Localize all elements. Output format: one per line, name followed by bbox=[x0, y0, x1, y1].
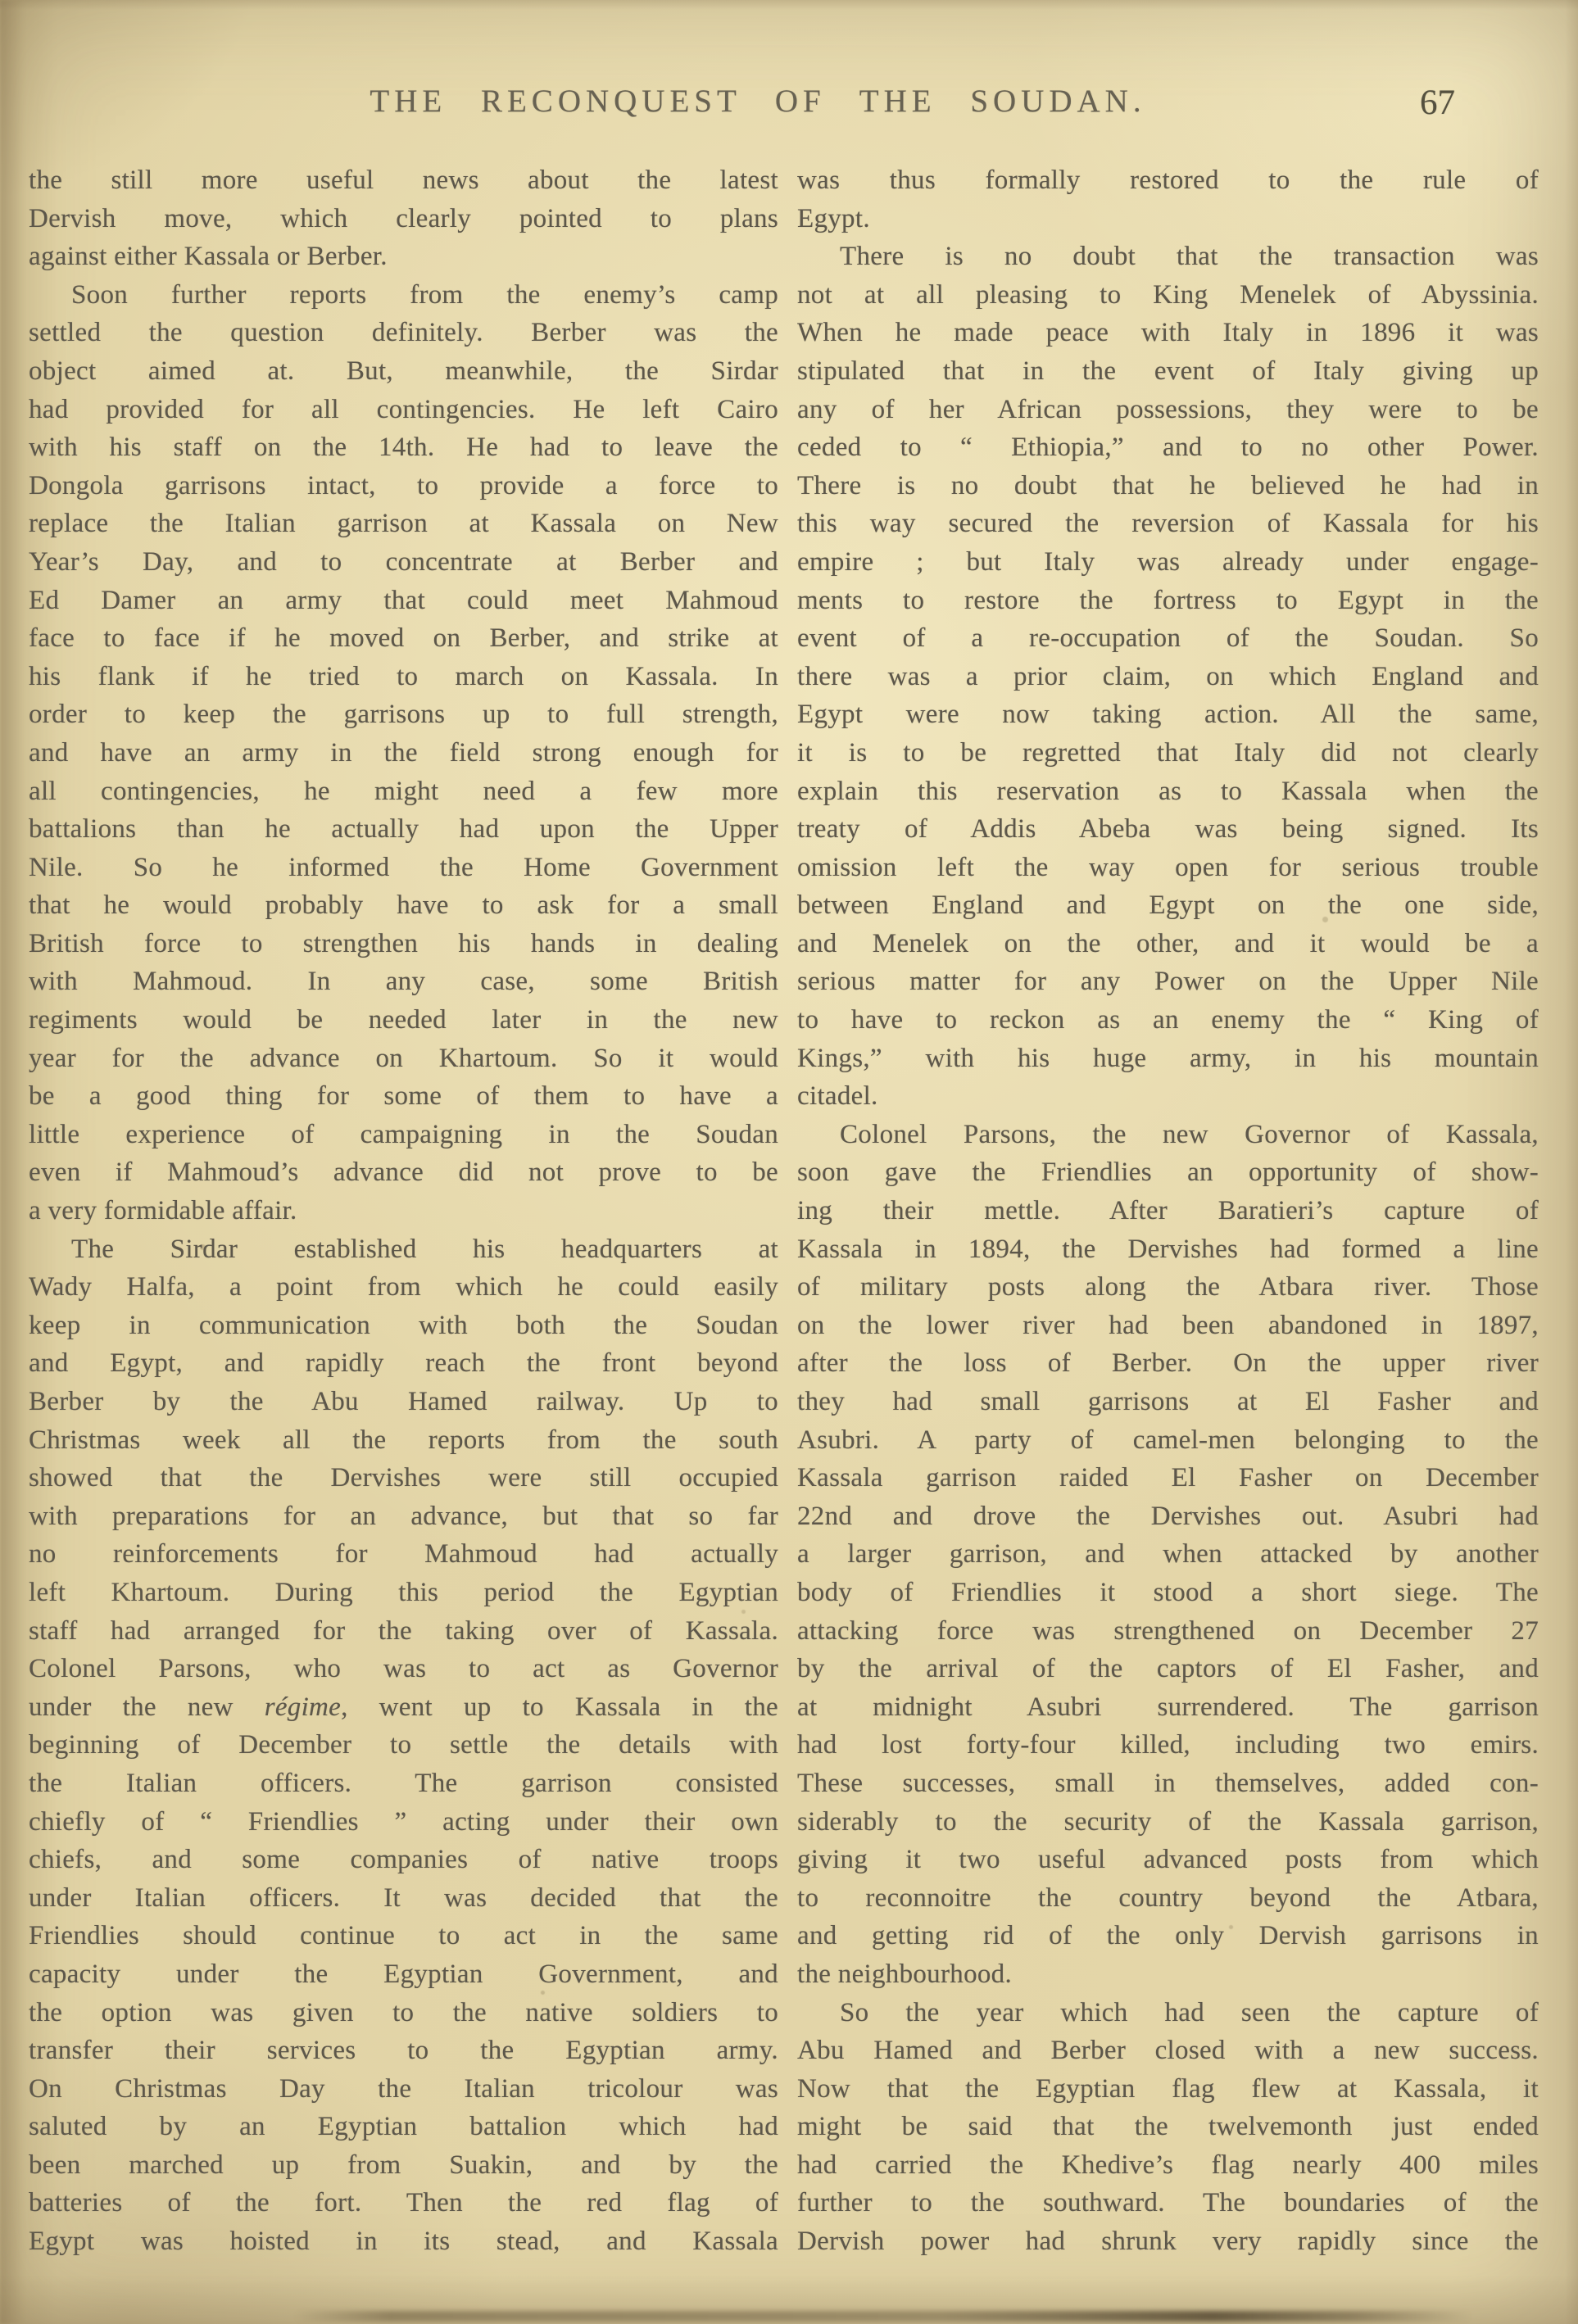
text-line: beginning of December to settle the details with bbox=[29, 1730, 778, 1760]
text-line: that he would probably have to ask for a small bbox=[29, 890, 778, 921]
text-line: this way secured the reversion of Kassala for his bbox=[797, 509, 1539, 539]
text-line: of military posts along the Atbara river. Those bbox=[797, 1272, 1539, 1302]
column-left bbox=[29, 161, 778, 2261]
text-line: Berber by the Abu Hamed railway. Up to bbox=[29, 1387, 778, 1416]
text-line: Colonel Parsons, the new Governor of Kassala, bbox=[840, 1119, 1539, 1149]
text-line: at midnight Asubri surrendered. The garrison bbox=[797, 1692, 1539, 1722]
text-line: treaty of Addis Abeba was being signed. Its bbox=[797, 814, 1539, 845]
text-line: might be said that the twelvemonth just ended bbox=[797, 2112, 1539, 2142]
text-line: battalions than he actually had upon the Upper bbox=[29, 814, 778, 845]
text-line: his flank if he tried to march on Kassala. In bbox=[29, 661, 778, 691]
text-line: on the lower river had been abandoned in 1897, bbox=[797, 1310, 1539, 1340]
text-line: all contingencies, he might need a few more bbox=[29, 776, 778, 806]
text-line: Egypt were now taking action. All the same, bbox=[797, 700, 1539, 730]
text-line: 22nd and drove the Dervishes out. Asubri had bbox=[797, 1501, 1539, 1531]
text-line: omission left the way open for serious trouble bbox=[797, 852, 1539, 882]
page-number: 67 bbox=[1420, 84, 1455, 122]
text-line: Soon further reports from the enemy’s camp bbox=[71, 279, 778, 310]
text-line: Dongola garrisons intact, to provide a force to bbox=[29, 470, 778, 501]
text-line: the neighbourhood. bbox=[797, 1959, 1013, 1989]
right-edge-shadow bbox=[1565, 0, 1578, 2324]
text-line: to reconnoitre the country beyond the Atbara, bbox=[797, 1882, 1539, 1913]
text-line: Wady Halfa, a point from which he could easily bbox=[29, 1272, 778, 1302]
text-line: Egypt. bbox=[797, 203, 870, 233]
text-line: ments to restore the fortress to Egypt in the bbox=[797, 585, 1539, 615]
text-line: had lost forty-four killed, including two emirs. bbox=[797, 1730, 1539, 1760]
text-line: by the arrival of the captors of El Fasher, and bbox=[797, 1654, 1539, 1684]
paragraph bbox=[797, 1116, 1539, 1994]
text-line: British force to strengthen his hands in dealing bbox=[29, 928, 778, 958]
text-line: regiments would be needed later in the new bbox=[29, 1005, 778, 1035]
paragraph bbox=[797, 238, 1539, 1116]
text-line: the option was given to the native soldiers to bbox=[29, 1997, 778, 2027]
text-line: little experience of campaigning in the Soudan bbox=[29, 1119, 778, 1149]
text-line: citadel. bbox=[797, 1081, 878, 1112]
text-line: order to keep the garrisons up to full strength, bbox=[29, 700, 778, 730]
text-line: Year’s Day, and to concentrate at Berber and bbox=[29, 546, 778, 577]
text-line: Christmas week all the reports from the south bbox=[29, 1425, 778, 1455]
text-line: Asubri. A party of camel-men belonging to the bbox=[797, 1425, 1539, 1455]
text-line: Kassala garrison raided El Fasher on December bbox=[797, 1463, 1539, 1493]
text-line: with his staff on the 14th. He had to leave the bbox=[29, 433, 778, 463]
text-line: be a good thing for some of them to have a bbox=[29, 1081, 778, 1112]
text-line: body of Friendlies it stood a short siege. The bbox=[797, 1577, 1539, 1607]
text-line: event of a re-occupation of the Soudan. So bbox=[797, 623, 1539, 654]
text-line: been marched up from Suakin, and by the bbox=[29, 2150, 778, 2180]
italic-text: régime bbox=[264, 1692, 342, 1722]
text-line: against either Kassala or Berber. bbox=[29, 242, 388, 272]
text-line: after the loss of Berber. On the upper river bbox=[797, 1348, 1539, 1379]
text-line: Dervish move, which clearly pointed to plans bbox=[29, 203, 778, 233]
text-line: siderably to the security of the Kassala garrison, bbox=[797, 1806, 1539, 1837]
text-line: the Italian officers. The garrison consisted bbox=[29, 1768, 778, 1798]
paragraph bbox=[797, 1994, 1539, 2261]
text-line: giving it two useful advanced posts from which bbox=[797, 1845, 1539, 1875]
text-line: a larger garrison, and when attacked by another bbox=[797, 1539, 1539, 1570]
text-line: there was a prior claim, on which England and bbox=[797, 661, 1539, 691]
text-line: face to face if he moved on Berber, and strike at bbox=[29, 623, 778, 654]
text-line: any of her African possessions, they were to be bbox=[797, 394, 1539, 424]
text-line: chiefs, and some companies of native troops bbox=[29, 1845, 778, 1875]
text-line: replace the Italian garrison at Kassala on New bbox=[29, 509, 778, 539]
text-line: the still more useful news about the latest bbox=[29, 165, 778, 195]
text-line: and have an army in the field strong enough for bbox=[29, 737, 778, 768]
text-line: empire ; but Italy was already under engage- bbox=[797, 546, 1539, 577]
text-line: Egypt was hoisted in its stead, and Kassala bbox=[29, 2227, 778, 2257]
text-line: When he made peace with Italy in 1896 it was bbox=[797, 318, 1539, 348]
text-line: a very formidable affair. bbox=[29, 1196, 297, 1226]
plain-text: , went up to Kassala in the bbox=[341, 1692, 778, 1722]
text-line: Colonel Parsons, who was to act as Governor bbox=[29, 1654, 778, 1684]
text-line: and Menelek on the other, and it would be a bbox=[797, 928, 1539, 958]
text-line: not at all pleasing to King Menelek of Abyssinia. bbox=[797, 279, 1539, 310]
text-line: year for the advance on Khartoum. So it would bbox=[29, 1043, 778, 1073]
text-line: left Khartoum. During this period the Egyptian bbox=[29, 1577, 778, 1607]
running-head-title: THE RECONQUEST OF THE SOUDAN. bbox=[370, 84, 1146, 119]
text-line: batteries of the fort. Then the red flag of bbox=[29, 2188, 778, 2218]
text-line: So the year which had seen the capture of bbox=[840, 1997, 1539, 2027]
text-line: between England and Egypt on the one side, bbox=[797, 890, 1539, 921]
paragraph bbox=[797, 161, 1539, 238]
text-line: These successes, small in themselves, added con- bbox=[797, 1768, 1539, 1798]
top-edge-shadow bbox=[0, 0, 1578, 10]
text-line: and getting rid of the only Dervish garrisons in bbox=[797, 1921, 1539, 1951]
text-line: they had small garrisons at El Fasher and bbox=[797, 1387, 1539, 1416]
text-line: to have to reckon as an enemy the “ King of bbox=[797, 1005, 1539, 1035]
paragraph bbox=[29, 161, 778, 276]
text-line: had provided for all contingencies. He left Cairo bbox=[29, 394, 778, 424]
paper-specks bbox=[0, 0, 4, 4]
text-line: settled the question definitely. Berber was the bbox=[29, 318, 778, 348]
text-line: saluted by an Egyptian battalion which had bbox=[29, 2112, 778, 2142]
text-line bbox=[29, 1688, 778, 1727]
text-line: Nile. So he informed the Home Government bbox=[29, 852, 778, 882]
text-line: There is no doubt that he believed he had in bbox=[797, 470, 1539, 501]
text-line: no reinforcements for Mahmoud had actually bbox=[29, 1539, 778, 1570]
text-line: object aimed at. But, meanwhile, the Sirdar bbox=[29, 356, 778, 386]
text-line: Abu Hamed and Berber closed with a new success. bbox=[797, 2036, 1539, 2066]
text-line: Now that the Egyptian flag flew at Kassala, it bbox=[797, 2073, 1539, 2104]
text-line: The Sirdar established his headquarters at bbox=[71, 1234, 778, 1264]
text-line: was thus formally restored to the rule of bbox=[797, 165, 1539, 195]
text-line: staff had arranged for the taking over of Kassala. bbox=[29, 1615, 778, 1646]
left-edge-shadow bbox=[0, 0, 25, 2324]
text-line: Friendlies should continue to act in the same bbox=[29, 1921, 778, 1951]
paragraph bbox=[29, 1230, 778, 2261]
text-line: with Mahmoud. In any case, some British bbox=[29, 967, 778, 997]
bottom-page-edge bbox=[295, 2311, 1471, 2322]
column-right bbox=[797, 161, 1539, 2261]
text-line: There is no doubt that the transaction was bbox=[840, 242, 1539, 272]
text-line: ing their mettle. After Baratieri’s capture of bbox=[797, 1196, 1539, 1226]
text-line: under Italian officers. It was decided that the bbox=[29, 1882, 778, 1913]
paragraph bbox=[29, 276, 778, 1230]
text-line: capacity under the Egyptian Government, and bbox=[29, 1959, 778, 1989]
text-line: Kassala in 1894, the Dervishes had formed a line bbox=[797, 1234, 1539, 1264]
text-line: explain this reservation as to Kassala when the bbox=[797, 776, 1539, 806]
text-line: soon gave the Friendlies an opportunity of show- bbox=[797, 1157, 1539, 1188]
text-line: had carried the Khedive’s flag nearly 400 miles bbox=[797, 2150, 1539, 2180]
text-line: keep in communication with both the Soudan bbox=[29, 1310, 778, 1340]
text-line: Dervish power had shrunk very rapidly since the bbox=[797, 2227, 1539, 2257]
text-line: further to the southward. The boundaries of the bbox=[797, 2188, 1539, 2218]
text-line: it is to be regretted that Italy did not clearly bbox=[797, 737, 1539, 768]
text-line: even if Mahmoud’s advance did not prove to be bbox=[29, 1157, 778, 1188]
text-line: Ed Damer an army that could meet Mahmoud bbox=[29, 585, 778, 615]
text-line: transfer their services to the Egyptian army. bbox=[29, 2036, 778, 2066]
text-line: On Christmas Day the Italian tricolour was bbox=[29, 2073, 778, 2104]
text-line: with preparations for an advance, but that so far bbox=[29, 1501, 778, 1531]
text-line: Kings,” with his huge army, in his mountain bbox=[797, 1043, 1539, 1073]
text-line: and Egypt, and rapidly reach the front beyond bbox=[29, 1348, 778, 1379]
text-line: serious matter for any Power on the Upper Nile bbox=[797, 967, 1539, 997]
text-line: showed that the Dervishes were still occupied bbox=[29, 1463, 778, 1493]
text-line: stipulated that in the event of Italy giving up bbox=[797, 356, 1539, 386]
text-line: ceded to “ Ethiopia,” and to no other Power. bbox=[797, 433, 1539, 463]
plain-text: under the new bbox=[29, 1692, 265, 1722]
text-line: attacking force was strengthened on December 27 bbox=[797, 1615, 1539, 1646]
text-line: chiefly of “ Friendlies ” acting under their own bbox=[29, 1806, 778, 1837]
